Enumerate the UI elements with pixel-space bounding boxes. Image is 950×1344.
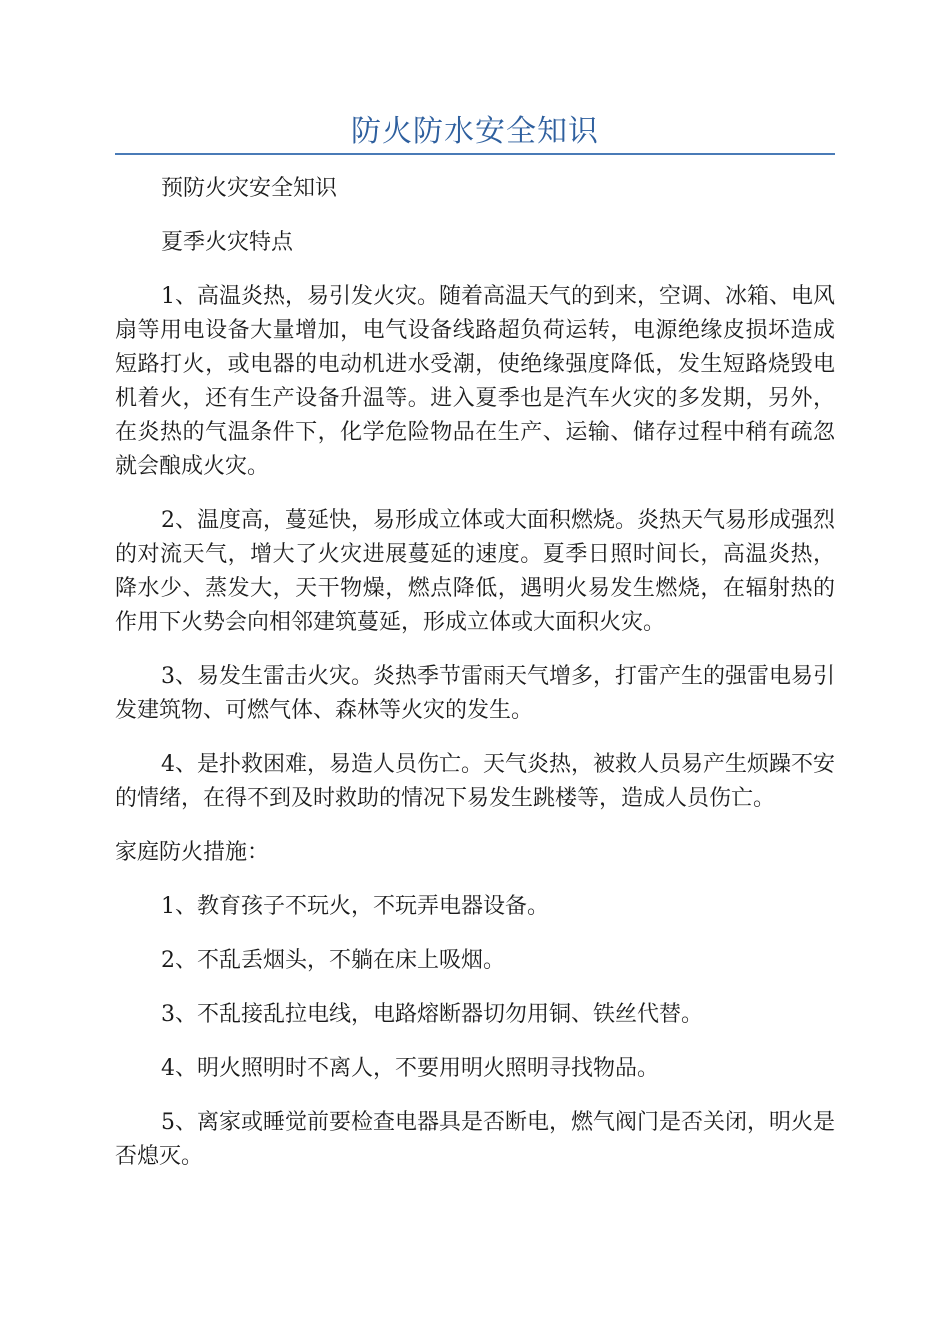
paragraph-measure-5: 5、离家或睡觉前要检查电器具是否断电，燃气阀门是否关闭，明火是否熄灭。 <box>115 1110 835 1169</box>
title-underline <box>115 153 835 155</box>
paragraph-point-1: 1、高温炎热，易引发火灾。随着高温天气的到来，空调、冰箱、电风扇等用电设备大量增加，电气设备线路超负荷运转，电源绝缘皮损坏造成短路打火，或电器的电动机进水受潮，使绝缘强度降低，发生短路烧毁电机着火，还有生产设备升温等。进入夏季也是汽车火灾的多发期，另外，在炎热的气温条件下，化学危险物品在生产、运输、储存过程中稍有疏忽就会酿成火灾。 <box>115 284 835 479</box>
paragraph-heading-summer-fire: 夏季火灾特点 <box>161 230 294 255</box>
paragraph-heading-home-measures: 家庭防火措施： <box>115 840 270 865</box>
paragraph-measure-3: 3、不乱接乱拉电线，电路熔断器切勿用铜、铁丝代替。 <box>161 1002 703 1027</box>
paragraph-measure-2: 2、不乱丢烟头，不躺在床上吸烟。 <box>161 948 505 973</box>
paragraph-heading-fire-prevention: 预防火灾安全知识 <box>161 176 338 201</box>
paragraph-measure-1: 1、教育孩子不玩火，不玩弄电器设备。 <box>161 894 549 919</box>
paragraph-point-2: 2、温度高，蔓延快，易形成立体或大面积燃烧。炎热天气易形成强烈的对流天气，增大了火灾进展蔓延的速度。夏季日照时间长，高温炎热，降水少、蒸发大，天干物燥，燃点降低，遇明火易发生燃烧，在辐射热的作用下火势会向相邻建筑蔓延，形成立体或大面积火灾。 <box>115 508 835 635</box>
paragraph-point-3: 3、易发生雷击火灾。炎热季节雷雨天气增多，打雷产生的强雷电易引发建筑物、可燃气体、森林等火灾的发生。 <box>115 664 835 723</box>
paragraph-point-4: 4、是扑救困难，易造人员伤亡。天气炎热，被救人员易产生烦躁不安的情绪，在得不到及时救助的情况下易发生跳楼等，造成人员伤亡。 <box>115 752 835 811</box>
paragraph-measure-4: 4、明火照明时不离人，不要用明火照明寻找物品。 <box>161 1056 659 1081</box>
document-title: 防火防水安全知识 <box>351 114 599 149</box>
document-body <box>115 172 835 1194</box>
